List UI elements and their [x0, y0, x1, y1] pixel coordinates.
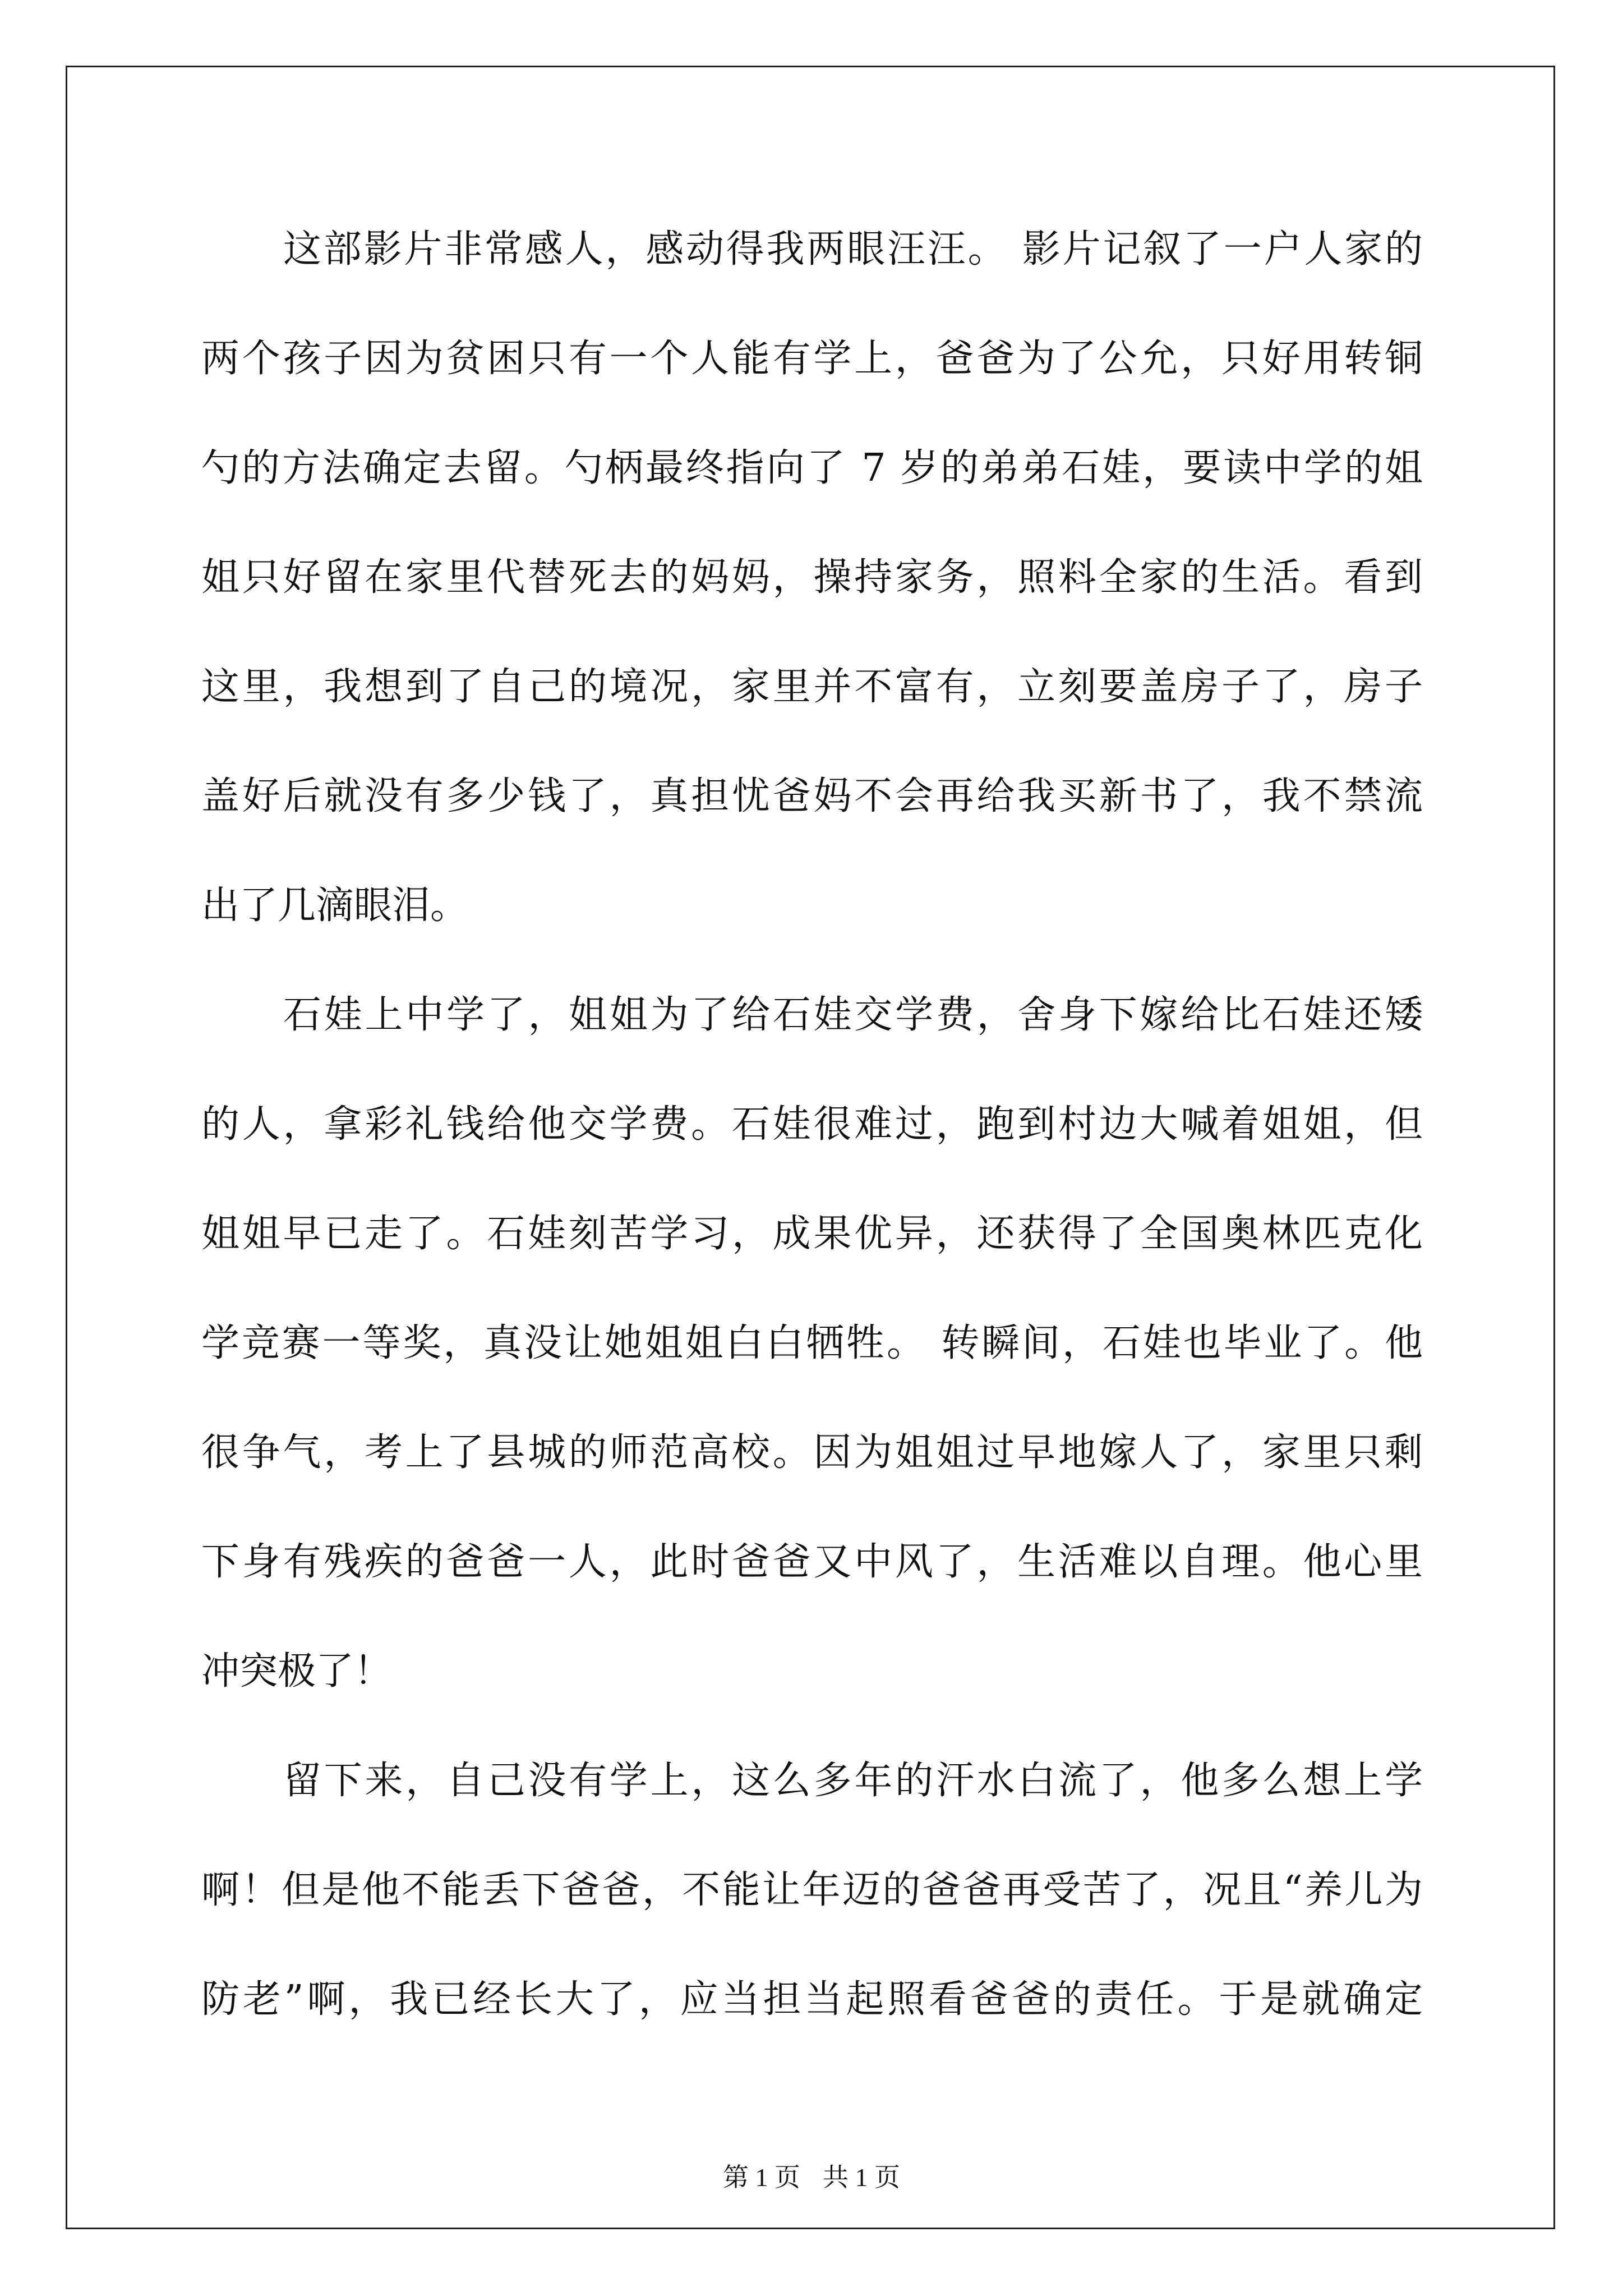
- text-line: 石娃上中学了，姐姐为了给石娃交学费，舍身下嫁给比石娃还矮: [283, 993, 1423, 1037]
- text-line: 姐只好留在家里代替死去的妈妈，操持家务，照料全家的生活。看到: [201, 555, 1423, 600]
- text-line: 防老”啊，我已经长大了，应当担当起照看爸爸的责任。于是就确定: [201, 1977, 1423, 2022]
- document-body: [201, 222, 1423, 2081]
- text-line: 盖好后就没有多少钱了，真担忧爸妈不会再给我买新书了，我不禁流: [201, 774, 1423, 818]
- text-line: 这部影片非常感人，感动得我两眼汪汪。 影片记叙了一户人家的: [283, 227, 1423, 272]
- text-line: 冲突极了！: [201, 1649, 393, 1694]
- text-line: 勺的方法确定去留。勺柄最终指向了 7 岁的弟弟石娃，要读中学的姐: [201, 446, 1423, 490]
- text-line: 两个孩子因为贫困只有一个人能有学上，爸爸为了公允，只好用转铜: [201, 337, 1423, 381]
- page-number: 第 1 页: [723, 2163, 800, 2192]
- page-total: 共 1 页: [823, 2163, 900, 2192]
- page-footer: [0, 2157, 1623, 2194]
- text-line: 学竞赛一等奖，真没让她姐姐白白牺牲。 转瞬间，石娃也毕业了。他: [201, 1321, 1423, 1365]
- text-line: 这里，我想到了自己的境况，家里并不富有，立刻要盖房子了，房子: [201, 665, 1423, 709]
- text-line: 姐姐早已走了。石娃刻苦学习，成果优异，还获得了全国奥林匹克化: [201, 1212, 1423, 1256]
- text-line: 的人，拿彩礼钱给他交学费。石娃很难过，跑到村边大喊着姐姐，但: [201, 1102, 1423, 1147]
- text-line: 出了几滴眼泪。: [201, 884, 469, 928]
- text-line: 留下来，自己没有学上，这么多年的汗水白流了，他多么想上学: [283, 1759, 1423, 1803]
- text-line: 啊！但是他不能丢下爸爸，不能让年迈的爸爸再受苦了，况且“养儿为: [201, 1868, 1423, 1912]
- text-line: 下身有残疾的爸爸一人，此时爸爸又中风了，生活难以自理。他心里: [201, 1540, 1423, 1584]
- text-line: 很争气，考上了县城的师范高校。因为姐姐过早地嫁人了，家里只剩: [201, 1430, 1423, 1475]
